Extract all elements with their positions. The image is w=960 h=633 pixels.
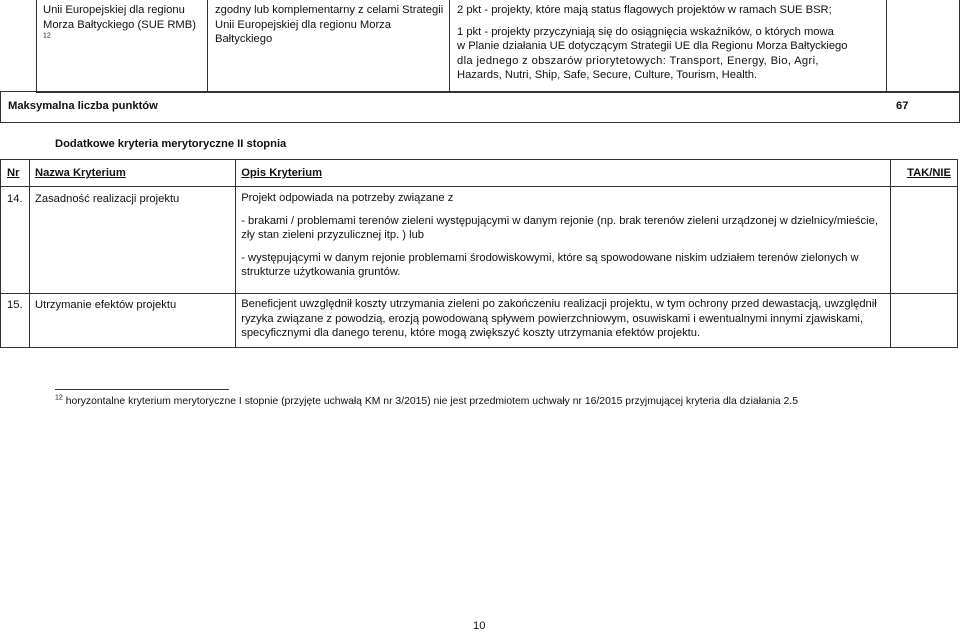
definition-line-3: Bałtyckiego — [215, 33, 273, 45]
top-row-divider-3 — [886, 0, 887, 93]
section-title: Dodatkowe kryteria merytoryczne II stopnia — [55, 138, 287, 150]
header-taknie: TAK/NIE — [907, 167, 951, 179]
header-taknie-cell — [890, 160, 957, 187]
row-14-nr-cell — [1, 187, 30, 294]
scoring-1pkt-line-4: Hazards, Nutri, Ship, Safe, Secure, Culture, Tourism, Health. — [457, 69, 758, 81]
criterion-name-line-2: Morza Bałtyckiego (SUE RMB) $^{12}$ — [43, 18, 196, 40]
row-14-desc-p1-line-2: zły stan zieleni przyzulicznej itp. ) lub — [241, 229, 425, 241]
header-name-cell — [30, 160, 236, 187]
scoring-1pkt-line-3: dla jednego z obszarów priorytetowych: Transport, Energy, Bio, Agri, — [457, 54, 819, 67]
top-row-divider-1 — [207, 0, 208, 93]
row-15-desc-line-1: Beneficjent uwzględnił koszty utrzymania zieleni po zakończeniu realizacji projektu, w tym ochrony przed dewastacją, uwzględnił — [241, 298, 877, 310]
row-14-name: Zasadność realizacji projektu — [35, 193, 180, 205]
header-nr: Nr — [7, 167, 20, 179]
top-row-scoring-rules — [457, 3, 885, 83]
table-row — [1, 187, 958, 294]
header-name: Nazwa Kryterium — [35, 167, 126, 179]
header-desc-cell — [236, 160, 891, 187]
row-15-desc-line-2: ryzyka związane z powodzią, erozją powodowaną spływem powierzchniowym, osuwiskami i ewentualnymi innymi zjawiskami, — [241, 312, 863, 325]
footnote — [55, 396, 798, 407]
row-14-desc-p2-line-2: strukturze użytkowania gruntów. — [241, 266, 401, 278]
row-15-desc-line-3: specyficznymi dla danego terenu, które mogą zwiększyć koszty utrzymania efektów projektu. — [241, 327, 701, 339]
row-15-desc — [236, 294, 891, 348]
header-desc: Opis Kryterium — [241, 167, 323, 179]
table-header-row — [1, 160, 958, 187]
scoring-2pkt: 2 pkt - projekty, które mają status flagowych projektów w ramach SUE BSR; — [457, 4, 832, 16]
row-14-desc-p1-line-1: - brakami / problemami terenów zieleni występującymi w danym rejonie (np. brak terenów zieleni urządzonej w dzielnicy/mieście, — [241, 214, 878, 227]
max-points-label: Maksymalna liczba punktów — [8, 100, 158, 112]
row-15-nr: 15. — [7, 299, 23, 311]
footnote-separator — [55, 389, 229, 390]
row-14-nr: 14. — [7, 193, 23, 205]
footnote-ref: 12 — [43, 32, 51, 40]
definition-line-1: zgodny lub komplementarny z celami Strategii — [215, 4, 444, 16]
max-points-value: 67 — [896, 100, 909, 112]
row-15-nr-cell — [1, 294, 30, 348]
footnote-text: horyzontalne kryterium merytoryczne I stopnie (przyjęte uchwałą KM nr 3/2015) nie jest przedmiotem uchwały nr 16/2015 przyjmującej kryteria dla działania 2.5 — [65, 396, 798, 407]
criterion-name-line-1: Unii Europejskiej dla regionu — [43, 4, 185, 16]
header-nr-cell — [1, 160, 30, 187]
top-row-criterion-name — [43, 3, 205, 47]
definition-line-2: Unii Europejskiej dla regionu Morza — [215, 18, 391, 31]
scoring-1pkt-line-1: 1 pkt - projekty przyczyniają się do osiągnięcia wskaźników, o których mowa — [457, 25, 834, 38]
row-14-desc-intro: Projekt odpowiada na potrzeby związane z — [241, 192, 454, 204]
footnote-number: 12 — [55, 394, 63, 402]
row-14-name-cell — [30, 187, 236, 294]
table-row — [1, 294, 958, 348]
row-15-taknie — [890, 294, 957, 348]
top-row-criterion-definition — [215, 3, 447, 47]
row-14-desc — [236, 187, 891, 294]
row-14-taknie — [890, 187, 957, 294]
top-row-divider-2 — [449, 0, 450, 93]
row-15-name-cell — [30, 294, 236, 348]
row-14-desc-p2-line-1: - występującymi w danym rejonie problemami środowiskowymi, które są spowodowane niskim udziałem terenów zielonych w — [241, 251, 859, 264]
criteria-table — [0, 159, 958, 348]
page-number: 10 — [473, 620, 486, 632]
row-15-name: Utrzymanie efektów projektu — [35, 299, 177, 311]
scoring-1pkt-line-2: w Planie działania UE dotyczącym Strategii UE dla Regionu Morza Bałtyckiego — [457, 40, 848, 52]
